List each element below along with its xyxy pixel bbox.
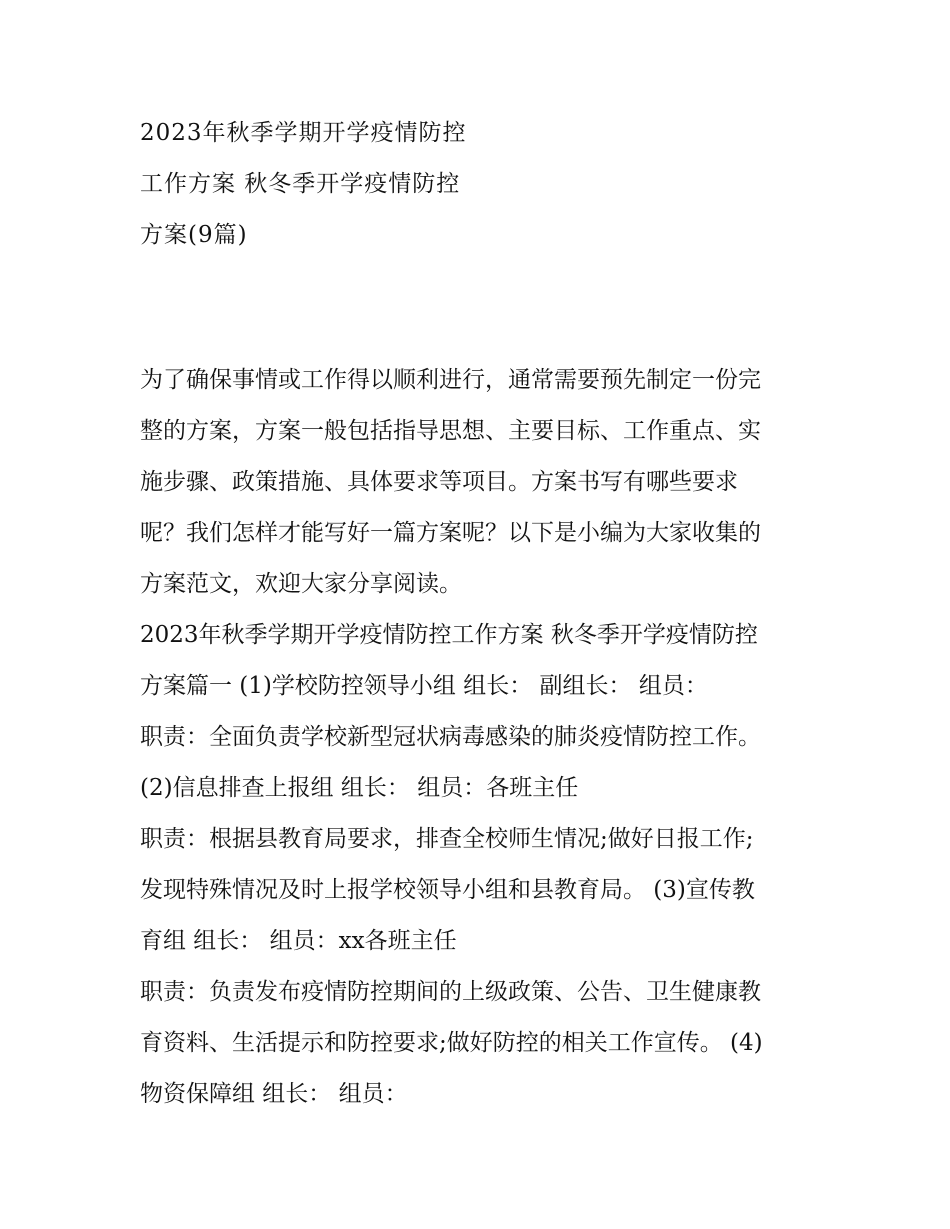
body-line: 方案范文，欢迎大家分享阅读。 bbox=[140, 571, 462, 597]
title-line: 方案(9篇) bbox=[140, 222, 248, 248]
body-line: 育组 组长： 组员：xx各班主任 bbox=[140, 928, 457, 954]
title-line: 2023年秋季学期开学疫情防控 bbox=[140, 120, 467, 146]
body-line: 职责：全面负责学校新型冠状病毒感染的肺炎疫情防控工作。 bbox=[140, 724, 761, 750]
body-line: 育资料、生活提示和防控要求;做好防控的相关工作宣传。 (4) bbox=[140, 1030, 763, 1056]
body-line: 物资保障组 组长： 组员： bbox=[140, 1081, 408, 1107]
document-body bbox=[140, 355, 840, 1120]
document-title bbox=[140, 108, 840, 261]
body-line: 为了确保事情或工作得以顺利进行，通常需要预先制定一份完 bbox=[140, 367, 761, 393]
body-line: 整的方案，方案一般包括指导思想、主要目标、工作重点、实 bbox=[140, 418, 761, 444]
body-line: (2)信息排查上报组 组长： 组员：各班主任 bbox=[140, 775, 579, 801]
body-line: 呢？我们怎样才能写好一篇方案呢？以下是小编为大家收集的 bbox=[140, 520, 761, 546]
body-line: 方案篇一 (1)学校防控领导小组 组长： 副组长： 组员： bbox=[140, 673, 708, 699]
title-line: 工作方案 秋冬季开学疫情防控 bbox=[140, 171, 461, 197]
body-line: 施步骤、政策措施、具体要求等项目。方案书写有哪些要求 bbox=[140, 469, 738, 495]
body-line: 职责：根据县教育局要求，排查全校师生情况;做好日报工作; bbox=[140, 826, 754, 852]
body-line: 发现特殊情况及时上报学校领导小组和县教育局。 (3)宣传教 bbox=[140, 877, 755, 903]
body-line: 2023年秋季学期开学疫情防控工作方案 秋冬季开学疫情防控 bbox=[140, 622, 758, 648]
body-line: 职责：负责发布疫情防控期间的上级政策、公告、卫生健康教 bbox=[140, 979, 761, 1005]
